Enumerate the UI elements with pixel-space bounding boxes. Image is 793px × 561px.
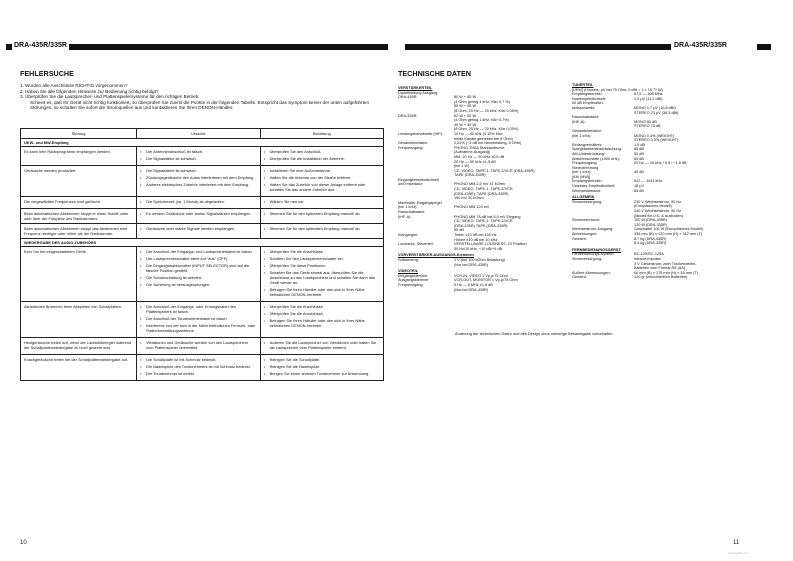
cause-cell (137, 247, 260, 302)
cause-item: • Es werden Geräusche oder starke Signalstärken empfangen. (140, 211, 256, 216)
specs-heading: TECHNISCHE DATEN (398, 69, 471, 78)
cause-item: • Der Anschluß der Tonabnehmerkabel ist falsch. (140, 316, 256, 321)
table-row (21, 209, 384, 224)
symptom-cell: Es kann kein Radioprogramm empfangen werden. (21, 147, 137, 166)
spec-value: 18 μV (634, 184, 644, 189)
table-section-title: UKW- und MW-Empfang (21, 139, 384, 147)
spec-value: 80 W + 80 W (454, 95, 477, 100)
remedy-item: • Reinigen Sie die Schallplatte. (264, 357, 380, 362)
spec-row (572, 189, 744, 194)
spec-value: Tiefen ±10 dB bei 100 Hz (454, 233, 497, 237)
spec-value: MONO 1,7 μV (15,8 dBf) (634, 105, 676, 110)
spec-label: Spiegelwellenabschwächung: (572, 147, 622, 152)
spec-label (572, 241, 634, 246)
spec-value: 5 Hz — 6 MHz ±1,5 dB (454, 282, 493, 287)
spec-value: (DRA-435R) TAPE (DRA-335R) (454, 223, 508, 228)
spec-value: Geschaltet 100 W (Europäisches Modell) (634, 227, 704, 232)
table-row (21, 147, 384, 166)
spec-value: STEREO 75 dB (634, 124, 661, 129)
remedy-item: • Überprüfen Sie den Anschluß. (264, 149, 380, 154)
remedy-item: • Überprüfen Sie die Anschlüsse. (264, 304, 380, 309)
remedy-cell (260, 147, 383, 166)
header-rule-right-end (757, 44, 771, 50)
intro-item: 3. Überprüfen Sie die Lautsprecher- und Plattenspielersysteme für den richtigen Betrieb. (20, 94, 200, 100)
spec-value: PHONO MM 120 mV (454, 205, 490, 210)
intro-item: 1. Wurden alle Anschlüsse RICHTIG vorgenommen? (20, 83, 128, 88)
remedy-item: • Bringen Sie einen anderen Tonabnehmer zur Anwendung. (264, 371, 380, 376)
spec-value: 40 W + 40 W (454, 122, 477, 127)
spec-group-title: FERNBEDIENUNGSGERÄT (572, 247, 621, 252)
spec-label: Empfangsbereich: (572, 92, 603, 97)
cause-item: • Die Speicherzeit (ca. 1 Monat) ist abgelaufen. (140, 199, 256, 204)
spec-group-title: VIDEOTEIL (398, 269, 419, 274)
spec-label: Gewicht: (572, 275, 587, 280)
model-header-right: DRA-435R/335R (674, 42, 727, 49)
spec-label: Wechselabstand: (572, 188, 602, 193)
cause-item: • Der Tonabnehmer ist defekt. (140, 371, 256, 376)
spec-label: 50 dB Empfindlich- (572, 101, 604, 106)
cause-item: • Der Anschluß der Eingangs- oder Erdungskabel des Plattenspielers ist falsch. (140, 304, 256, 314)
remedy-item: • Befragen Sie Ihren Händler oder den sich in Ihrer Nähe befindlichen DENON-Vertreter. (264, 287, 380, 297)
spec-value: (8 Ohm, 20 Hz — 20 kHz, Klirr 0,05%) (454, 108, 519, 113)
table-row (21, 166, 384, 197)
specs-column-amplifier (398, 84, 566, 292)
spec-value: MM: 20 Hz — 20 kHz ±0,5 dB (454, 154, 505, 159)
remedy-cell (260, 197, 383, 209)
cause-item: • Die Schutzschaltung ist aktiviert. (140, 275, 256, 280)
spec-value: 1,5 dB (634, 142, 645, 147)
cause-item: • Die Nadelspitze des Tonabnehmers ist mit Schmutz bedeckt. (140, 364, 256, 369)
spec-value: 65 dB (634, 147, 644, 152)
spec-value: 1 V (bei 100 kOhm Belastung) (454, 257, 505, 262)
table-row (21, 224, 384, 239)
spec-value: 1,0 μV (11,2 dBf) (634, 96, 663, 101)
table-row (21, 247, 384, 302)
spec-label: Loudness, Steuerteil: (398, 242, 434, 247)
remedy-item: • Isolieren Sie die Lautsprecher von Vibrationen oder halten Sie die Lautsprecher vom Plattenspieler entfernt. (264, 340, 380, 350)
spec-value: 50 dB (634, 151, 644, 156)
spec-value: VCR-IN, VIDEO 1 Vp-p/75 Ohm (454, 273, 508, 278)
spec-value: (Aufnahme-Ausgang) (454, 150, 491, 155)
remedy-item: • Reinigen Sie die Nadelspitze. (264, 364, 380, 369)
spec-value: (bei 1 W) (454, 164, 470, 169)
symptom-cell: Die vorgewählten Frequenzen sind gelöscht. (21, 197, 137, 209)
specs-footnote: Änderung der technischen Daten und des Design ohne vorherige Bekanntgabe vorbehalten. (455, 331, 614, 336)
spec-label: Eingangsempfindlichkeit (398, 177, 439, 182)
symptom-cell: Geräusche werden produziert. (21, 166, 137, 197)
spec-label: Frequenzgang: (572, 161, 598, 166)
spec-group-title: VORVERSTÄRKER-AUSGANGS-Klemmen (398, 253, 474, 258)
spec-label: Gesamtklirrfaktor: (572, 128, 602, 133)
symptom-cell: Akustisches Brummen beim Abspielen von Schallplatten. (21, 302, 137, 338)
spec-value: 434 mm (B) × 120 mm (H) × 312 mm (T) (634, 232, 703, 236)
table-row (21, 302, 384, 338)
spec-value: 10 Hz — 40 kHz (0,15% Klirr, (454, 131, 504, 136)
spec-label: [AM (MW)] (572, 174, 591, 179)
spec-label: (bei 1 kHz): (572, 170, 592, 175)
remedy-cell (260, 302, 383, 338)
remedy-item: • Installieren Sie eine Außenantenne. (264, 168, 380, 173)
remedy-item: • Halten Sie die Antenne von der Straße entfernt. (264, 175, 380, 180)
cause-item: • Vibrationen und Geräusche werden von den Lautsprechern zum Plattenspieler übermittelt. (140, 340, 256, 350)
spec-value: 95 dB (454, 228, 464, 233)
cause-cell (137, 197, 260, 209)
table-section-title: WIEDERGABE DES AUDIO ZUBEHÖRS (21, 239, 384, 247)
spec-value: RC-129/RC-129A (634, 252, 664, 257)
cause-cell (137, 147, 260, 166)
page-number-left: 10 (20, 540, 27, 546)
cause-item: • Die Signalstärke ist schwach. (140, 156, 256, 161)
spec-value: VERSTELLBARE LOUDNESS, 10 Position (454, 242, 527, 247)
remedy-item: • Überprüfen Sie die Installation der Antenne. (264, 156, 380, 161)
spec-label: Dauerleistung Ausgang: (398, 90, 439, 95)
spec-row (398, 247, 566, 252)
column-header-behebung: Behebung (260, 129, 383, 139)
spec-value: 8,4 kg (DRA-335R) (634, 241, 667, 246)
symptom-cell: Knackgeräusche treten bei der Schallplattenwiedergabe auf. (21, 355, 137, 381)
spec-label (398, 288, 454, 293)
column-header-stoerung: Störung (21, 129, 137, 139)
symptom-cell: Kein Ton bei eingeschaltetem Gerät. (21, 247, 137, 302)
spec-value: (Modell für U.K. & Australien) (634, 213, 683, 218)
spec-value: (Europäisches Modell) (634, 204, 672, 209)
spec-value: 60 dB (634, 156, 644, 161)
spec-value: 120 W (DRA-335R) (634, 222, 667, 227)
spec-value: 150 mV 20 kOhm (454, 196, 484, 201)
page-number-right: 11 (733, 540, 740, 546)
spec-value: (4 Ohm gering 1 kHz, Klirr 0,7%) (454, 118, 509, 123)
table-section-row (21, 139, 384, 147)
spec-value: (8 Ohm, 20 Hz — 20 kHz, Klirr 0,05%) (454, 127, 519, 132)
spec-value: 230 V Wechselstrom, 50 Hz (634, 199, 681, 204)
spec-value: 120 gr (einschließlich Batterien) (634, 275, 688, 280)
remedy-cell (260, 166, 383, 197)
spec-value: Infrarot-Impulse (634, 256, 661, 261)
remedy-item: • Stimmen Sie für den optimalen Empfang manuell ab. (264, 211, 380, 216)
spec-label: Abstimmschärfe (±300 kHz): (572, 156, 620, 161)
spec-value: 8,7 kg (DRA-435R) (634, 236, 667, 241)
spec-label: Stromverbrauch: (572, 218, 601, 223)
spec-value: beide Kanäle getrieben bei 8 Ohm) (454, 136, 513, 141)
troubleshooting-intro (20, 83, 380, 111)
spec-group-title: ALLGEMEIN (572, 195, 595, 200)
spec-label: Rauschabstand (572, 115, 599, 120)
model-header-left: DRA-435R/335R (14, 42, 67, 49)
spec-label: (IHF-A): (572, 119, 586, 124)
spec-group-title: TUNERTEIL (572, 83, 594, 87)
cause-item: • Anderes elektrisches Zubehör interferiert mit dem Empfang. (140, 182, 256, 187)
spec-label: Rauschabstand (398, 210, 425, 215)
cause-cell (137, 166, 260, 197)
spec-label: Frequenzgang: (398, 145, 424, 150)
spec-value: (DRA-435R), TAPE (DRA-335R) (454, 191, 509, 196)
spec-label: Äußere Abmessungen: (572, 270, 611, 275)
symptom-cell: Beim automatischen Abstimmen stoppt das Abstimmen eine Frequenz niedriger oder höher als der Radiosender. (21, 224, 137, 239)
spec-label: Empfangsbereich: (572, 179, 603, 184)
spec-label: (IHF-A): (398, 214, 412, 219)
spec-value: CD, VIDEO, TAPE-1, TAPE-2/VCR (DRA-435R), (454, 168, 536, 173)
remedy-item: • Stimmen Sie für den optimalen Empfang manuell ab. (264, 226, 380, 231)
spec-label: Frequenzgang: (398, 282, 424, 287)
spec-label: Maximaler Eingangspegel (398, 200, 442, 205)
spec-label (398, 247, 454, 252)
spec-value: 62 W + 62 W (454, 113, 477, 118)
cause-item: • Der Anschluß der Eingangs- und Lautsprecherkabel ist falsch. (140, 249, 256, 254)
intro-paragraph: Scheint es, daß Ihr Gerät nicht richtig funktioniert, so überprüfen Sie zuerst die Punkte in der folgenden Tabelle. Entspricht das Symptom keiner der unten aufgeführten Störungen, so schalten Sie sofort die Stromquellen aus und kontaktieren Sie Ihren DENON-Händler. (30, 99, 370, 111)
spec-label: Sollwerteng: (398, 257, 419, 262)
cause-cell (137, 224, 260, 239)
spec-row (572, 275, 744, 280)
spec-label: Gesamtklirrfaktor: (398, 141, 428, 146)
symptom-cell: Beim automatischen Abstimmen stoppt er einen Schritt unter oder über der Frequenz des Radiosenders. (21, 209, 137, 224)
spec-label: (bei 1 kHz): (572, 133, 592, 138)
spec-label: und Impedanz: (398, 182, 424, 187)
spec-value: 50 Hz/10 kHz, +10 dB/+5 dB (454, 246, 503, 251)
remedy-cell (260, 247, 383, 302)
remedy-item: • Wählen Sie neu vor. (264, 199, 380, 204)
spec-value: CD, VIDEO, TAPE-1, TAPE-2/VCR (454, 187, 513, 192)
cause-item: • Die Sicherung ist herausgesprungen. (140, 282, 256, 287)
spec-label: DRA-435R: (398, 95, 418, 100)
spec-value: 20 Hz — 50 kHz ±1,5 dB (454, 159, 496, 164)
spec-value: VCR-OUT, MONITOR 1 Vp-p/75 Ohm (454, 278, 518, 283)
spec-label: AM-Unterdrückung: (572, 151, 605, 156)
table-row (21, 355, 384, 381)
spec-value: PHONO: RIAA Standardkurve (454, 145, 505, 150)
table-row (21, 197, 384, 209)
remedy-item: • Befragen Sie Ihren Händler oder den sich in Ihrer Nähe befindlichen DENON-Vertreter. (264, 318, 380, 328)
remedy-cell (260, 224, 383, 239)
spec-label: [UKW] (Hinweis: μV bei 75 Ohm, 0 dBf = 1 × 10⁻¹⁵ W) (572, 87, 663, 92)
spec-label: Leistungsbandbreite (IHF): (398, 131, 443, 136)
spec-label: Einfangverhältnis: (572, 142, 603, 147)
spec-label: Klangregler: (398, 233, 419, 237)
spec-value: 87,5 — 108 MHz (634, 92, 663, 97)
table-section-row (21, 239, 384, 247)
spec-value: 40 dB (634, 170, 644, 175)
header-rule-right (405, 44, 671, 50)
spec-value: 150 W (DRA-435R) (634, 218, 667, 223)
remedy-cell (260, 355, 383, 381)
spec-value: PHONO MM 78 dB bei 5,0 mV Eingang (454, 214, 521, 219)
spec-label: Stromversorgung: (572, 256, 603, 261)
spec-value: PHONO MM 2,5 mV 47 kOhm (454, 182, 505, 187)
remedy-cell (260, 338, 383, 355)
spec-value: STEREO 23 μV (38,5 dBf) (634, 110, 679, 115)
cause-item: • Die Eingangswahlschalter (INPUT SELECTOR) sind auf die falsche Position gestellt. (140, 263, 256, 273)
spec-value: Höhen ±10 dB bei 10 kHz (454, 237, 498, 242)
spec-value: TAPE (DRA-335R) (454, 173, 486, 178)
spec-row (572, 241, 744, 246)
intro-item: 2. Haben Sie alle folgenden Hinweise zur Bedienung richtig befolgt? (20, 88, 159, 94)
spec-row (398, 263, 566, 268)
spec-label: Wechselstrom-Ausgang: (572, 227, 614, 232)
column-header-ursache: Ursache (137, 129, 260, 139)
spec-value: STEREO 0,5% (WEIGHT) (634, 138, 679, 143)
cause-item: • Zündungsgeräusche des Autos interferieren mit dem Empfang. (140, 175, 256, 180)
spec-value: 3 V Gleichstrom, zwei Trockenzellen- (634, 261, 697, 266)
source-watermark: manualslib.com (728, 551, 749, 555)
spec-row (398, 288, 566, 293)
spec-label: Gewicht: (572, 236, 587, 241)
cause-item: • Die Signalstärke ist schwach. (140, 168, 256, 173)
spec-label: Stromversorgung: (572, 199, 603, 204)
spec-value: 55 dB (634, 188, 644, 193)
spec-label: DRA-335R: (398, 113, 418, 118)
cause-item: • Geräusche oder starke Signale werden empfangen. (140, 226, 256, 231)
spec-label (398, 263, 454, 268)
spec-value: 20 Hz — 15 kHz +0,5 / −1,5 dB (634, 161, 687, 166)
spec-label: Nutzbare Empfindlichkeit: (572, 184, 616, 189)
remedy-item: • Überprüfen Sie die Anschlüsse. (264, 249, 380, 254)
cause-item: • Die Schallplatte ist mit Schmutz bedeckt. (140, 357, 256, 362)
remedy-item: • Überprüfen Sie die Anschlüsse. (264, 311, 380, 316)
spec-value: (Nur bei DRA-435R) (454, 262, 489, 267)
cause-cell (137, 209, 260, 224)
spec-value: CD, VIDEO, TAPE-1, TAPE-2/VCR (454, 219, 513, 224)
spec-label: keitsschwelle: (572, 105, 596, 110)
spec-value: 55 W + 55 W (454, 104, 477, 109)
spec-label: Stereotrennung (572, 165, 599, 170)
symptom-cell: Heulgeräusche treten auf, wenn der Lautstärkeregler während der Schallplattenwiedergabe zu hoch gedreht wird. (21, 338, 137, 355)
remedy-item: • Schalten Sie das Gerät einmal aus, überprüfen Sie die Anschlüsse zu den Lautsprechern und schalten Sie dann das Gerät wieder an. (264, 270, 380, 285)
cause-item: • Interferenz von der sich in der Nähe befindlichen Fernseh- oder Radioübermittlungsantenne. (140, 323, 256, 333)
remedy-item: • Überprüfen Sie diese Positionen. (264, 263, 380, 268)
spec-label: Fernbedienungs-System: (572, 252, 615, 257)
cause-item: • Der Antennenanschluß ist falsch. (140, 149, 256, 154)
spec-value: (Nur bei DRA-435R) (454, 287, 489, 292)
cause-cell (137, 355, 260, 381)
cause-cell (137, 302, 260, 338)
spec-value: (4 Ohm gering 1 kHz, Klirr 0,7 %) (454, 99, 510, 104)
spec-value: Batterien vom Format R6 (AA) (634, 266, 686, 271)
spec-label: Nutzempfindlichkeit: (572, 96, 606, 101)
troubleshooting-table (20, 128, 384, 381)
spec-value: 522 — 1611 kHz (634, 179, 662, 184)
cause-cell (137, 338, 260, 355)
remedy-item: • Schalten Sie den Lautsprecherschalter ein. (264, 256, 380, 261)
troubleshooting-heading: FEHLERSUCHE (20, 69, 74, 78)
table-row (21, 338, 384, 355)
spec-value: 240 V Wechselstrom, 50 Hz (634, 209, 681, 214)
spec-label: Eingangsklemme: (398, 273, 429, 278)
spec-label: (bei 1 kHz): (398, 205, 418, 210)
remedy-item: • Halten Sie das Zubehör von dieser Anlage entfernt oder schalten Sie das andere Zubehör aus. (264, 182, 380, 192)
remedy-cell (260, 209, 383, 224)
spec-value: 0,02% (−3 dB bei Nennleistung, 8 Ohm) (454, 141, 522, 146)
spec-value: 60 mm (B) × 175 mm (H) × 18 mm (T) (634, 270, 698, 275)
spec-label: Abmessungen: (572, 232, 598, 236)
spec-group-title: VERSTÄRKERTEIL (398, 86, 433, 90)
spec-label: Ausgangsklemme: (398, 278, 430, 283)
spec-value: MONO 0,4% (WEIGHT) (634, 133, 675, 138)
specs-column-tuner (572, 81, 744, 280)
cause-item: • Der Lautsprecherschalter steht auf "aus" (OFF). (140, 256, 256, 261)
spec-value: MONO 80 dB (634, 119, 657, 124)
